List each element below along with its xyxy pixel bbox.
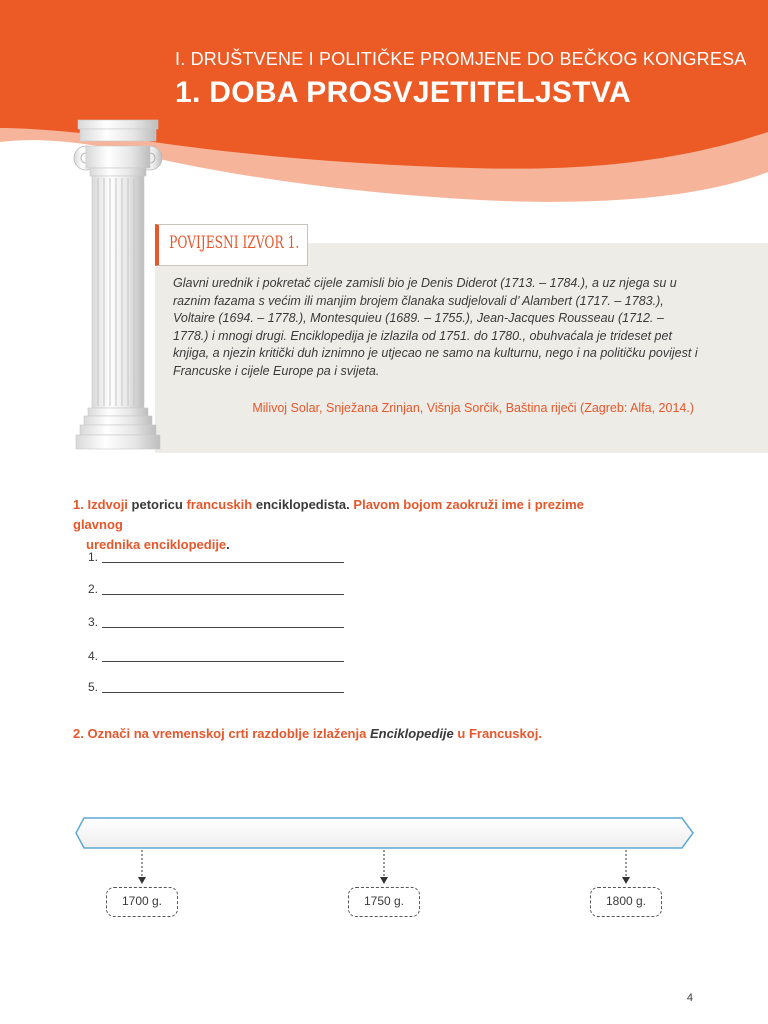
answer-line-number: 3.: [88, 615, 99, 629]
answer-rule[interactable]: [102, 562, 344, 563]
source-citation: Milivoj Solar, Snježana Zrinjan, Višnja Sorčik, Baština riječi (Zagreb: Alfa, 2014.): [252, 401, 694, 415]
task-2-text-part: u Francuskoj.: [457, 726, 542, 741]
answer-rule[interactable]: [102, 692, 344, 693]
answer-line-number: 4.: [88, 649, 99, 663]
task-1-text-part: Plavom bojom zaokruži ime i prezime glavnog: [73, 497, 584, 532]
year-box-1700: 1700 g.: [106, 887, 178, 917]
task-1-text-part: Izdvoji: [87, 497, 128, 512]
page-number: 4: [686, 992, 693, 1004]
task-1-text-part: enciklopedista: [255, 497, 347, 512]
task-2-instruction: [73, 724, 542, 744]
source-label: POVIJESNI IZVOR 1.: [169, 233, 300, 253]
task-2-text-part: 2. Označi na vremenskoj crti razdoblje izlaženja: [73, 726, 367, 741]
answer-rule[interactable]: [102, 661, 344, 662]
task-1-text-part: francuskih: [186, 497, 253, 512]
answer-rule[interactable]: [102, 627, 344, 628]
task-1-text-part: petoricu: [131, 497, 183, 512]
answer-line-1[interactable]: [88, 550, 344, 564]
year-box-1800: 1800 g.: [590, 887, 662, 917]
answer-line-3[interactable]: [88, 615, 344, 629]
answer-line-2[interactable]: [88, 582, 344, 596]
task-1-text-part: urednika enciklopedije: [86, 537, 227, 552]
answer-rule[interactable]: [102, 594, 344, 595]
task-1-text-part: .: [346, 497, 350, 512]
chapter-subtitle: I. DRUŠTVENE I POLITIČKE PROMJENE DO BEČKOG KONGRESA: [175, 49, 747, 69]
answer-line-5[interactable]: [88, 680, 344, 694]
answer-line-4[interactable]: [88, 649, 344, 663]
task-2-text-part: Enciklopedije: [369, 726, 454, 741]
source-label-tag: [155, 224, 308, 266]
ionic-column-illustration: [70, 118, 170, 458]
task-1-text-part: .: [226, 537, 230, 552]
arrow-down-icon: [138, 877, 146, 884]
task-1-number: 1.: [73, 497, 84, 512]
arrow-down-icon: [622, 877, 630, 884]
answer-line-number: 1.: [88, 550, 99, 564]
timeline-bar: [76, 818, 693, 848]
chapter-title: 1. DOBA PROSVJETITELJSTVA: [175, 76, 631, 109]
year-box-1750: 1750 g.: [348, 887, 420, 917]
answer-line-number: 5.: [88, 680, 99, 694]
source-text: Glavni urednik i pokretač cijele zamisli bio je Denis Diderot (1713. – 1784.), a uz njega su u raznim fazama s većim ili manjim brojem članaka sudjelovali d’ Alambert (1717. – 1783.), Voltaire (1694. – 1778.), Montesquieu (1689. – 1755.), Jean-Jacques Rousseau (1712. – 1778.) i mnogi drugi. Enciklopedija je izlazila od 1751. do 1780., obuhvaćala je trideset pet knjiga, a njezin kritički duh iznimno je utjecao ne samo na kulturnu, nego i na političku povijest i Francuske i cijele Europe pa i svijeta.: [173, 276, 698, 378]
task-1-instruction: [73, 495, 633, 555]
answer-line-number: 2.: [88, 582, 99, 596]
arrow-down-icon: [380, 877, 388, 884]
